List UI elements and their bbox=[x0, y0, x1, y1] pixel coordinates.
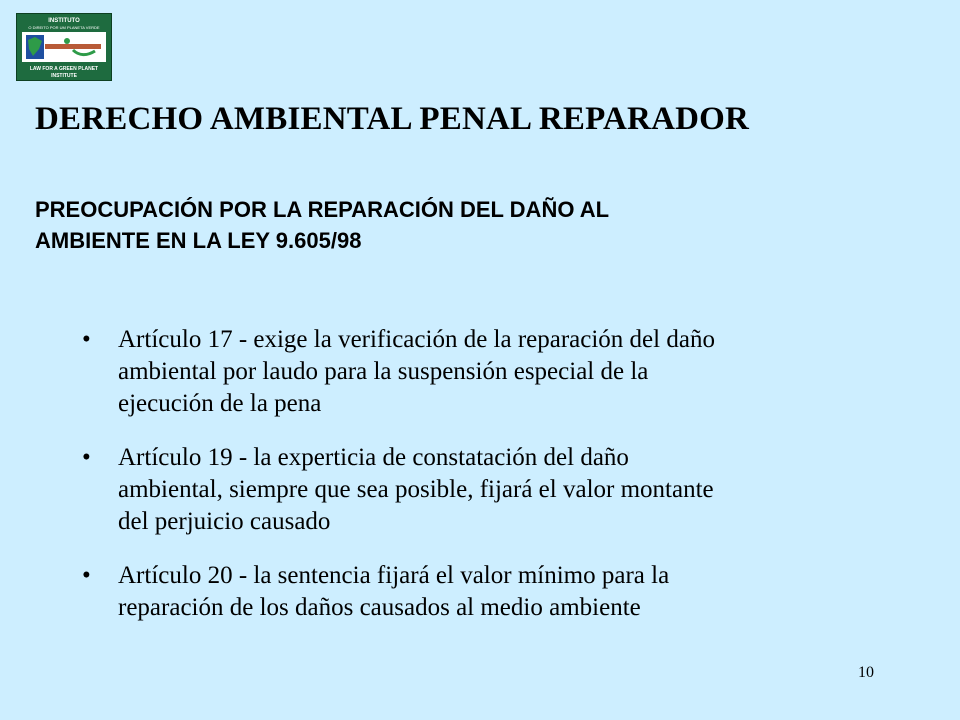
logo-text-top-2: O DIREITO POR UM PLANETA VERDE bbox=[28, 25, 100, 30]
logo-text-bottom-2: INSTITUTE bbox=[51, 73, 77, 79]
logo-text-bottom-1: LAW FOR A GREEN PLANET bbox=[29, 66, 99, 72]
institute-logo bbox=[16, 13, 112, 81]
bullet-line: ambiental por laudo para la suspensión especial de la bbox=[118, 358, 649, 385]
subtitle-line: AMBIENTE EN LA LEY 9.605/98 bbox=[35, 228, 362, 253]
bullet-line: Artículo 20 - la sentencia fijará el valor mínimo para la bbox=[118, 562, 670, 589]
bullet-item bbox=[82, 324, 882, 420]
bullet-line: Artículo 17 - exige la verificación de la reparación del daño bbox=[118, 326, 715, 353]
bullet-item bbox=[82, 442, 882, 538]
bullet-line: ejecución de la pena bbox=[118, 390, 322, 417]
bullet-line: Artículo 19 - la experticia de constatación del daño bbox=[118, 444, 629, 471]
page-number: 10 bbox=[858, 664, 874, 681]
slide-subtitle bbox=[35, 194, 895, 256]
bullet-line: del perjuicio causado bbox=[118, 508, 331, 535]
logo-text-top-1: INSTITUTO bbox=[48, 18, 80, 24]
subtitle-line: PREOCUPACIÓN POR LA REPARACIÓN DEL DAÑO AL bbox=[35, 197, 610, 222]
bullet-item bbox=[82, 560, 882, 624]
slide-title: DERECHO AMBIENTAL PENAL REPARADOR bbox=[35, 101, 750, 137]
bullet-list bbox=[82, 324, 882, 646]
bullet-line: reparación de los daños causados al medio ambiente bbox=[118, 594, 641, 621]
bullet-line: ambiental, siempre que sea posible, fijará el valor montante bbox=[118, 476, 714, 503]
bullet-dot: • bbox=[82, 562, 91, 589]
bullet-dot: • bbox=[82, 326, 91, 353]
bullet-dot: • bbox=[82, 444, 91, 471]
